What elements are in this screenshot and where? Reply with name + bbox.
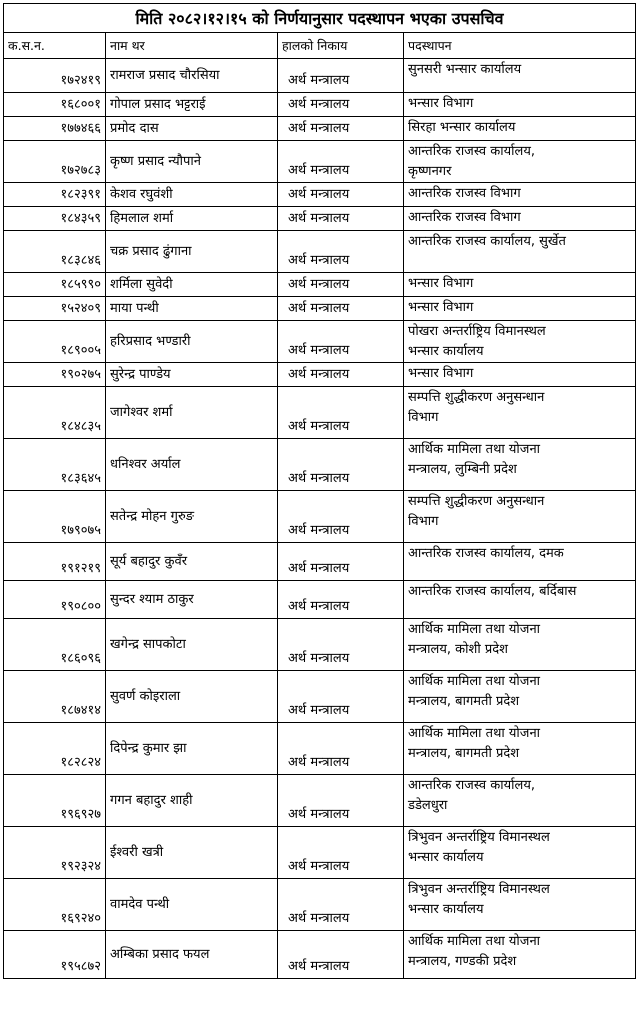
posting-line: मन्त्रालय, बागमती प्रदेश [408,694,520,709]
header-posting: पदस्थापन [404,33,636,59]
serial-number-cell: १८४३५९ [4,207,106,231]
posting-line: आन्तरिक राजस्व कार्यालय, [408,778,535,793]
current-office-cell: अर्थ मन्त्रालय [278,543,404,581]
serial-number-cell: १९५८७२ [4,931,106,979]
header-name: नाम थर [106,33,278,59]
serial-number-cell: १७२४१९ [4,59,106,93]
employee-name-cell: खगेन्द्र सापकोटा [106,619,278,671]
posting-cell [404,931,636,979]
table-row [4,671,636,723]
current-office-cell: अर्थ मन्त्रालय [278,59,404,93]
posting-cell [404,671,636,723]
current-office-cell: अर्थ मन्त्रालय [278,439,404,491]
serial-number-cell: १६८००१ [4,93,106,117]
serial-number-cell: १८४८३५ [4,387,106,439]
posting-cell [404,439,636,491]
current-office-cell: अर्थ मन्त्रालय [278,723,404,775]
posting-line: आर्थिक मामिला तथा योजना [408,674,541,689]
serial-number-cell: १९६९२७ [4,775,106,827]
employee-name-cell: शर्मिला सुवेदी [106,273,278,297]
table-row [4,297,636,321]
serial-number-cell: १८३६४५ [4,439,106,491]
posting-line: भन्सार विभाग [408,96,474,111]
posting-cell [404,297,636,321]
posting-line: भन्सार कार्यालय [408,344,484,359]
serial-number-cell: १९०२७५ [4,363,106,387]
posting-line: कृष्णनगर [408,164,452,179]
posting-cell [404,93,636,117]
posting-cell [404,321,636,363]
posting-line: विभाग [408,514,439,529]
current-office-cell: अर्थ मन्त्रालय [278,207,404,231]
posting-line: आर्थिक मामिला तथा योजना [408,934,541,949]
posting-line: मन्त्रालय, लुम्बिनी प्रदेश [408,462,517,477]
current-office-cell: अर्थ मन्त्रालय [278,321,404,363]
current-office-cell: अर्थ मन्त्रालय [278,931,404,979]
current-office-cell: अर्थ मन्त्रालय [278,363,404,387]
table-row [4,59,636,93]
posting-line: भन्सार विभाग [408,300,474,315]
table-row [4,321,636,363]
posting-line: आन्तरिक राजस्व कार्यालय, [408,144,535,159]
posting-line: त्रिभुवन अन्तर्राष्ट्रिय विमानस्थल [408,882,550,897]
employee-name-cell: दिपेन्द्र कुमार झा [106,723,278,775]
serial-number-cell: १९२३२४ [4,827,106,879]
posting-line: सम्पत्ति शुद्धीकरण अनुसन्धान [408,494,545,509]
employee-name-cell: सूर्य बहादुर कुवँर [106,543,278,581]
current-office-cell: अर्थ मन्त्रालय [278,671,404,723]
table-row [4,931,636,979]
posting-cell [404,581,636,619]
posting-line: डडेलधुरा [408,798,448,813]
table-row [4,93,636,117]
table-header-row [4,33,636,59]
employee-name-cell: रामराज प्रसाद चौरसिया [106,59,278,93]
employee-name-cell: सतेन्द्र मोहन गुरुङ [106,491,278,543]
current-office-cell: अर्थ मन्त्रालय [278,183,404,207]
posting-document [3,3,635,979]
posting-line: आर्थिक मामिला तथा योजना [408,622,541,637]
current-office-cell: अर्थ मन्त्रालय [278,387,404,439]
posting-line: विभाग [408,410,439,425]
posting-cell [404,543,636,581]
table-row [4,723,636,775]
employee-name-cell: चक्र प्रसाद ढुंगाना [106,231,278,273]
serial-number-cell: १७२७८३ [4,141,106,183]
posting-line: मन्त्रालय, बागमती प्रदेश [408,746,520,761]
serial-number-cell: १७९०७५ [4,491,106,543]
table-row [4,387,636,439]
posting-cell [404,183,636,207]
posting-cell [404,141,636,183]
posting-cell [404,207,636,231]
table-row [4,231,636,273]
posting-line: सिरहा भन्सार कार्यालय [408,120,516,135]
posting-line: भन्सार कार्यालय [408,902,484,917]
posting-cell [404,59,636,93]
serial-number-cell: १८९००५ [4,321,106,363]
employee-name-cell: सुरेन्द्र पाण्डेय [106,363,278,387]
posting-cell [404,387,636,439]
posting-line: आन्तरिक राजस्व विभाग [408,186,521,201]
posting-line: आर्थिक मामिला तथा योजना [408,726,541,741]
serial-number-cell: १८५९९० [4,273,106,297]
table-row [4,491,636,543]
current-office-cell: अर्थ मन्त्रालय [278,231,404,273]
serial-number-cell: १९१२१९ [4,543,106,581]
current-office-cell: अर्थ मन्त्रालय [278,581,404,619]
posting-cell [404,231,636,273]
current-office-cell: अर्थ मन्त्रालय [278,775,404,827]
current-office-cell: अर्थ मन्त्रालय [278,117,404,141]
serial-number-cell: १८६०९६ [4,619,106,671]
posting-line: सम्पत्ति शुद्धीकरण अनुसन्धान [408,390,545,405]
employee-name-cell: गोपाल प्रसाद भट्टराई [106,93,278,117]
serial-number-cell: १८२३९१ [4,183,106,207]
employee-name-cell: वामदेव पन्थी [106,879,278,931]
posting-line: आन्तरिक राजस्व विभाग [408,210,521,225]
table-row [4,879,636,931]
current-office-cell: अर्थ मन्त्रालय [278,619,404,671]
current-office-cell: अर्थ मन्त्रालय [278,273,404,297]
serial-number-cell: १५२४०९ [4,297,106,321]
table-row [4,775,636,827]
table-row [4,581,636,619]
posting-line: आर्थिक मामिला तथा योजना [408,442,541,457]
table-row [4,619,636,671]
table-row [4,827,636,879]
posting-cell [404,117,636,141]
employee-name-cell: कृष्ण प्रसाद न्यौपाने [106,141,278,183]
employee-name-cell: धनिश्वर अर्याल [106,439,278,491]
employee-name-cell: ईश्वरी खत्री [106,827,278,879]
serial-number-cell: १७७४६६ [4,117,106,141]
table-row [4,207,636,231]
posting-line: भन्सार विभाग [408,276,474,291]
current-office-cell: अर्थ मन्त्रालय [278,827,404,879]
serial-number-cell: १६९२४० [4,879,106,931]
posting-line: सुनसरी भन्सार कार्यालय [408,62,522,77]
posting-line: आन्तरिक राजस्व कार्यालय, बर्दिबास [408,584,577,599]
table-row [4,117,636,141]
posting-cell [404,363,636,387]
posting-cell [404,619,636,671]
current-office-cell: अर्थ मन्त्रालय [278,141,404,183]
current-office-cell: अर्थ मन्त्रालय [278,879,404,931]
employee-name-cell: माया पन्थी [106,297,278,321]
posting-line: त्रिभुवन अन्तर्राष्ट्रिय विमानस्थल [408,830,550,845]
employee-name-cell: हरिप्रसाद भण्डारी [106,321,278,363]
posting-cell [404,827,636,879]
serial-number-cell: १८७४१४ [4,671,106,723]
posting-cell [404,879,636,931]
employee-name-cell: प्रमोद दास [106,117,278,141]
posting-cell [404,491,636,543]
serial-number-cell: १८३८४६ [4,231,106,273]
employee-name-cell: केशव रघुवंशी [106,183,278,207]
document-title: मिति २०८२।१२।१५ को निर्णयानुसार पदस्थापन भएका उपसचिव [4,4,636,33]
posting-cell [404,273,636,297]
posting-line: भन्सार विभाग [408,366,474,381]
current-office-cell: अर्थ मन्त्रालय [278,297,404,321]
header-current-office: हालको निकाय [278,33,404,59]
header-serial: क.स.न. [4,33,106,59]
employee-name-cell: जागेश्वर शर्मा [106,387,278,439]
serial-number-cell: १९०८०० [4,581,106,619]
posting-line: आन्तरिक राजस्व कार्यालय, सुर्खेत [408,234,566,249]
posting-cell [404,723,636,775]
posting-line: भन्सार कार्यालय [408,850,484,865]
current-office-cell: अर्थ मन्त्रालय [278,491,404,543]
table-row [4,273,636,297]
employee-name-cell: गगन बहादुर शाही [106,775,278,827]
table-row [4,543,636,581]
employee-name-cell: सुन्दर श्याम ठाकुर [106,581,278,619]
table-body [4,59,636,979]
serial-number-cell: १८२८२४ [4,723,106,775]
employee-name-cell: हिमलाल शर्मा [106,207,278,231]
posting-line: मन्त्रालय, कोशी प्रदेश [408,642,508,657]
table-row [4,439,636,491]
posting-cell [404,775,636,827]
current-office-cell: अर्थ मन्त्रालय [278,93,404,117]
posting-line: आन्तरिक राजस्व कार्यालय, दमक [408,546,564,561]
table-row [4,141,636,183]
posting-line: मन्त्रालय, गण्डकी प्रदेश [408,954,517,969]
employee-name-cell: अम्बिका प्रसाद फयल [106,931,278,979]
posting-table [3,3,636,979]
table-row [4,183,636,207]
employee-name-cell: सुवर्ण कोइराला [106,671,278,723]
table-row [4,363,636,387]
posting-line: पोखरा अन्तर्राष्ट्रिय विमानस्थल [408,324,546,339]
